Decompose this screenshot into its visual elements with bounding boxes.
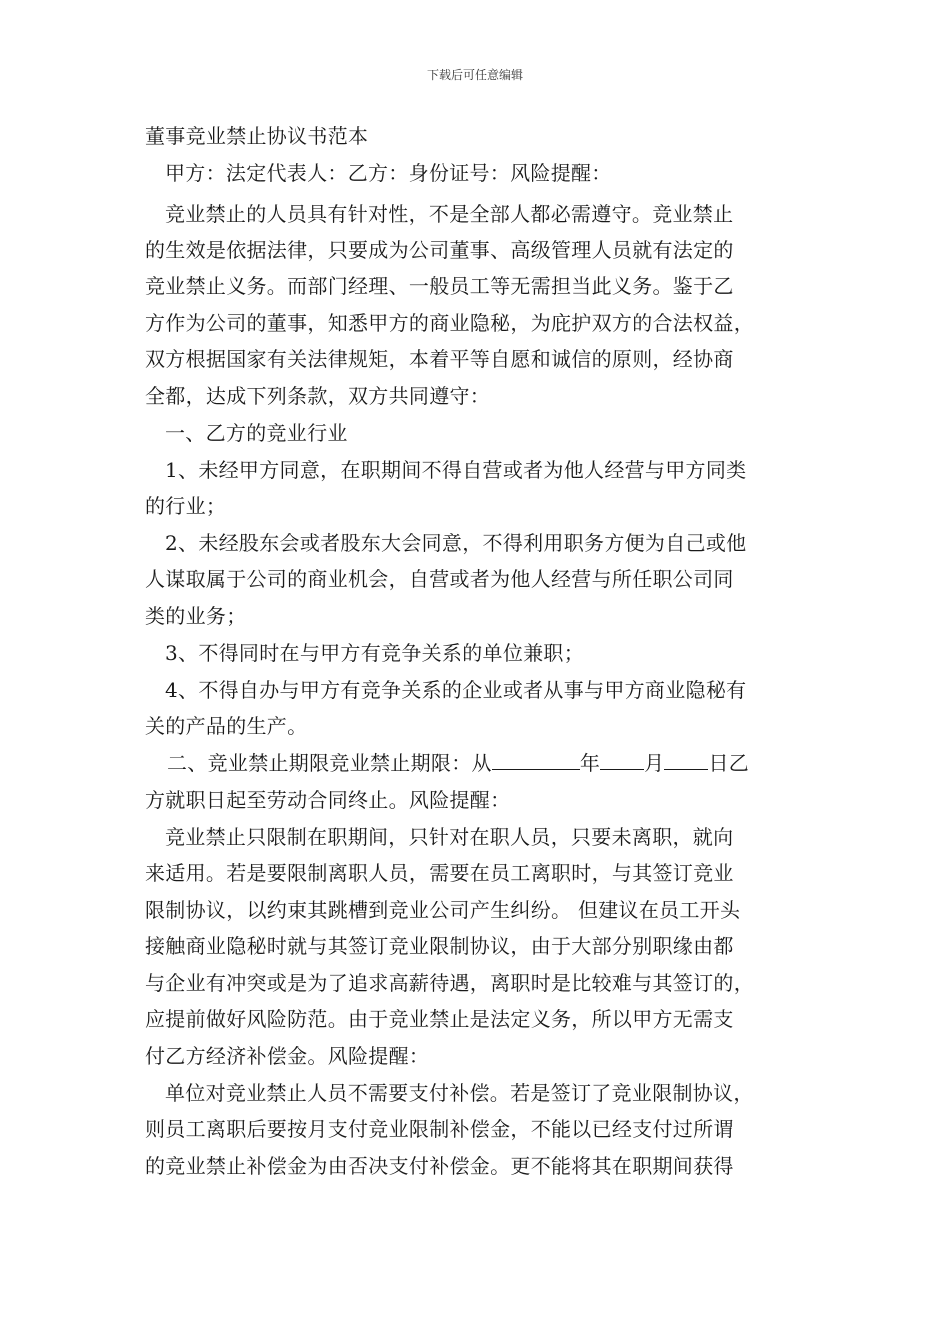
section2-line: 方就职日起至劳动合同终止。风险提醒： [145,788,511,812]
compensation-paragraph-line: 单位对竞业禁止人员不需要支付补偿。若是签订了竞业限制协议， [165,1081,754,1105]
intro-line: 双方根据国家有关法律规矩，本着平等自愿和诚信的原则，经协商 [145,347,734,371]
compensation-paragraph-line: 的竞业禁止补偿金为由否决支付补偿金。更不能将其在职期间获得 [145,1154,734,1178]
risk-paragraph-line: 与企业有冲突或是为了追求高薪待遇，离职时是比较难与其签订的， [145,971,754,995]
risk-paragraph-line: 接触商业隐秘时就与其签订竞业限制协议，由于大部分别职缘由都 [145,934,734,958]
risk-paragraph-line: 竞业禁止只限制在职期间，只针对在职人员，只要未离职，就向 [165,825,734,849]
section2-heading [167,749,749,777]
clause-3: 3、不得同时在与甲方有竞争关系的单位兼职； [165,641,585,665]
parties-line: 甲方：法定代表人：乙方：身份证号：风险提醒： [165,161,612,185]
section1-heading: 一、乙方的竞业行业 [165,421,348,445]
intro-line: 竞业禁止义务。而部门经理、一般员工等无需担当此义务。鉴于乙 [145,274,734,298]
month-label: 月 [644,751,665,775]
risk-paragraph-line: 来适用。若是要限制离职人员，需要在员工离职时，与其签订竞业 [145,861,734,885]
clause-4: 关的产品的生产。 [145,714,308,738]
intro-line: 全都，达成下列条款，双方共同遵守： [145,384,491,408]
page-header: 下载后可任意编辑 [426,68,523,82]
intro-line: 的生效是依据法律，只要成为公司董事、高级管理人员就有法定的 [145,238,734,262]
clause-1: 的行业； [145,494,227,518]
risk-paragraph-line: 应提前做好风险防范。由于竞业禁止是法定义务，所以甲方无需支 [145,1007,734,1031]
year-label: 年 [579,751,601,775]
intro-line: 方作为公司的董事，知悉甲方的商业隐秘，为庇护双方的合法权益， [145,311,754,335]
risk-paragraph-line: 付乙方经济补偿金。风险提醒： [145,1044,430,1068]
day-label: 日乙 [708,751,750,775]
clause-1: 1、未经甲方同意，在职期间不得自营或者为他人经营与甲方同类 [165,458,747,482]
document-title: 董事竞业禁止协议书范本 [145,124,369,148]
risk-paragraph-line: 限制协议，以约束其跳槽到竞业公司产生纠纷。 但建议在员工开头 [145,898,741,922]
month-blank [600,749,644,770]
year-blank [492,749,580,770]
clause-2: 2、未经股东会或者股东大会同意，不得利用职务方便为自己或他 [165,531,747,555]
section2-prefix: 二、竞业禁止期限竞业禁止期限：从 [167,751,492,775]
clause-4: 4、不得自办与甲方有竞争关系的企业或者从事与甲方商业隐秘有 [165,678,747,702]
clause-2: 类的业务； [145,604,247,628]
day-blank [664,749,708,770]
clause-2: 人谋取属于公司的商业机会，自营或者为他人经营与所任职公司同 [145,567,734,591]
intro-line: 竞业禁止的人员具有针对性，不是全部人都必需遵守。竞业禁止 [165,202,734,226]
compensation-paragraph-line: 则员工离职后要按月支付竞业限制补偿金，不能以已经支付过所谓 [145,1117,734,1141]
